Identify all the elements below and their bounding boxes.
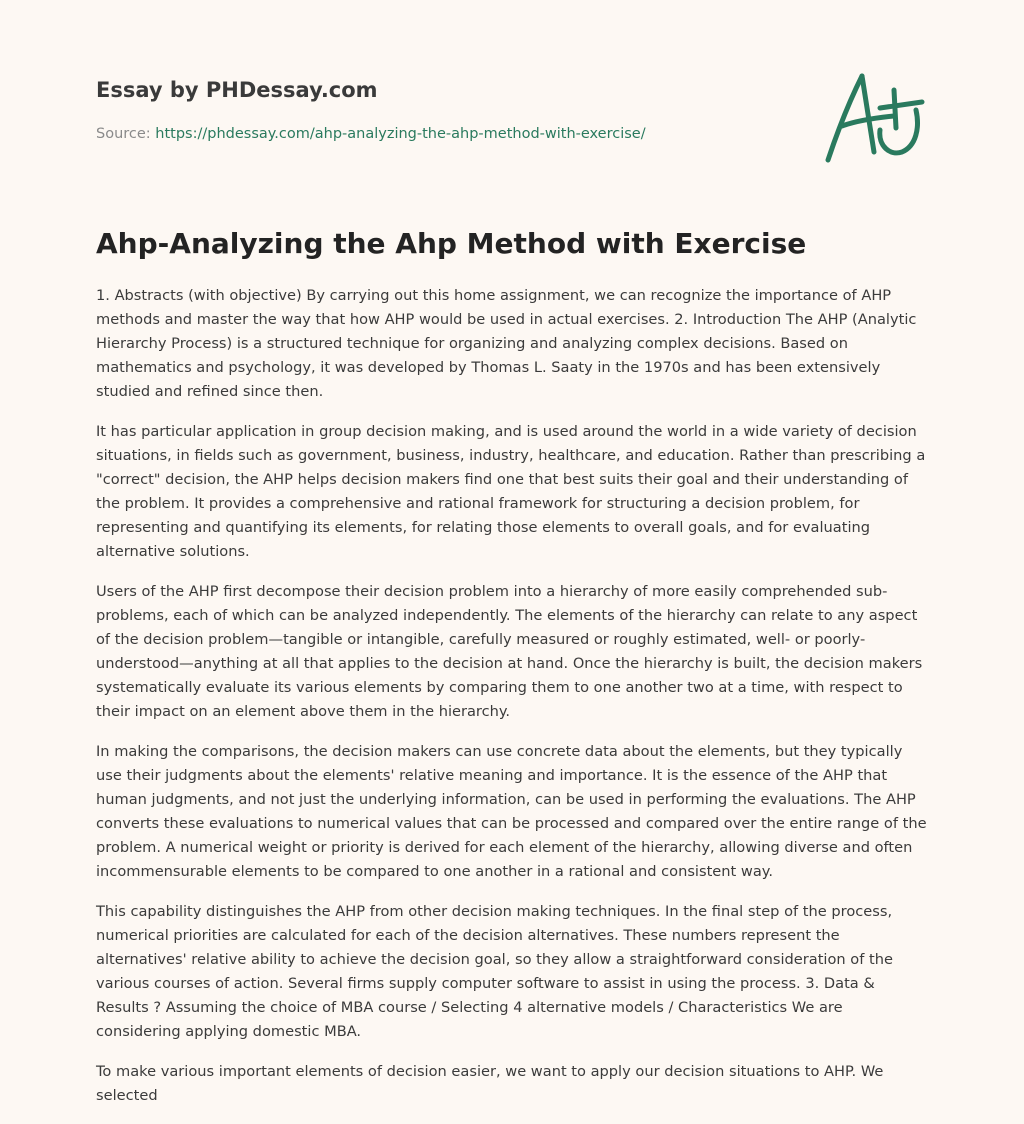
source-link[interactable]: https://phdessay.com/ahp-analyzing-the-ahp-method-with-exercise/	[155, 126, 646, 142]
header	[96, 76, 796, 144]
essay-paragraph: In making the comparisons, the decision makers can use concrete data about the elements, but they typically use their judgments about the elements' relative meaning and importance. It is the essence of the AHP that human judgments, and not just the underlying information, can be used in performing the evaluations. The AHP converts these evaluations to numerical values that can be processed and compared over the entire range of the problem. A numerical weight or priority is derived for each element of the hierarchy, allowing diverse and often incommensurable elements to be compared to one another in a rational and consistent way.	[96, 743, 927, 880]
essay-body	[96, 284, 930, 1124]
source-line	[96, 124, 796, 144]
essay-paragraph: 1. Abstracts (with objective) By carrying out this home assignment, we can recognize the importance of AHP methods and master the way that how AHP would be used in actual exercises. 2. Introduction The AHP (Analytic Hierarchy Process) is a structured technique for organizing and analyzing complex decisions. Based on mathematics and psychology, it was developed by Thomas L. Saaty in the 1970s and has been extensively studied and refined since then.	[96, 287, 917, 400]
essay-paragraph: To make various important elements of decision easier, we want to apply our decision situations to AHP. We selected	[96, 1063, 884, 1104]
essay-title: Ahp-Analyzing the Ahp Method with Exercise	[96, 227, 807, 260]
essay-paragraph: It has particular application in group decision making, and is used around the world in a wide variety of decision situations, in fields such as government, business, industry, healthcare, and education. Rather than prescribing a "correct" decision, the AHP helps decision makers find one that best suits their goal and their understanding of the problem. It provides a comprehensive and rational framework for structuring a decision problem, for representing and quantifying its elements, for relating those elements to overall goals, and for evaluating alternative solutions.	[96, 423, 926, 560]
site-brand: Essay by PHDessay.com	[96, 78, 378, 102]
essay-paragraph: This capability distinguishes the AHP from other decision making techniques. In the final step of the process, numerical priorities are calculated for each of the decision alternatives. These numbers represent the alternatives' relative ability to achieve the decision goal, so they allow a straightforward consideration of the various courses of action. Several firms supply computer software to assist in using the process. 3. Data & Results ? Assuming the choice of MBA course / Selecting 4 alternative models / Characteristics We are considering applying domestic MBA.	[96, 903, 893, 1040]
source-label: Source:	[96, 126, 151, 142]
a-plus-logo-icon	[822, 66, 930, 166]
essay-paragraph: Users of the AHP first decompose their decision problem into a hierarchy of more easily comprehended sub-problems, each of which can be analyzed independently. The elements of the hierarchy can relate to any aspect of the decision problem—tangible or intangible, carefully measured or roughly estimated, well- or poorly-understood—anything at all that applies to the decision at hand. Once the hierarchy is built, the decision makers systematically evaluate its various elements by comparing them to one another two at a time, with respect to their impact on an element above them in the hierarchy.	[96, 583, 923, 720]
